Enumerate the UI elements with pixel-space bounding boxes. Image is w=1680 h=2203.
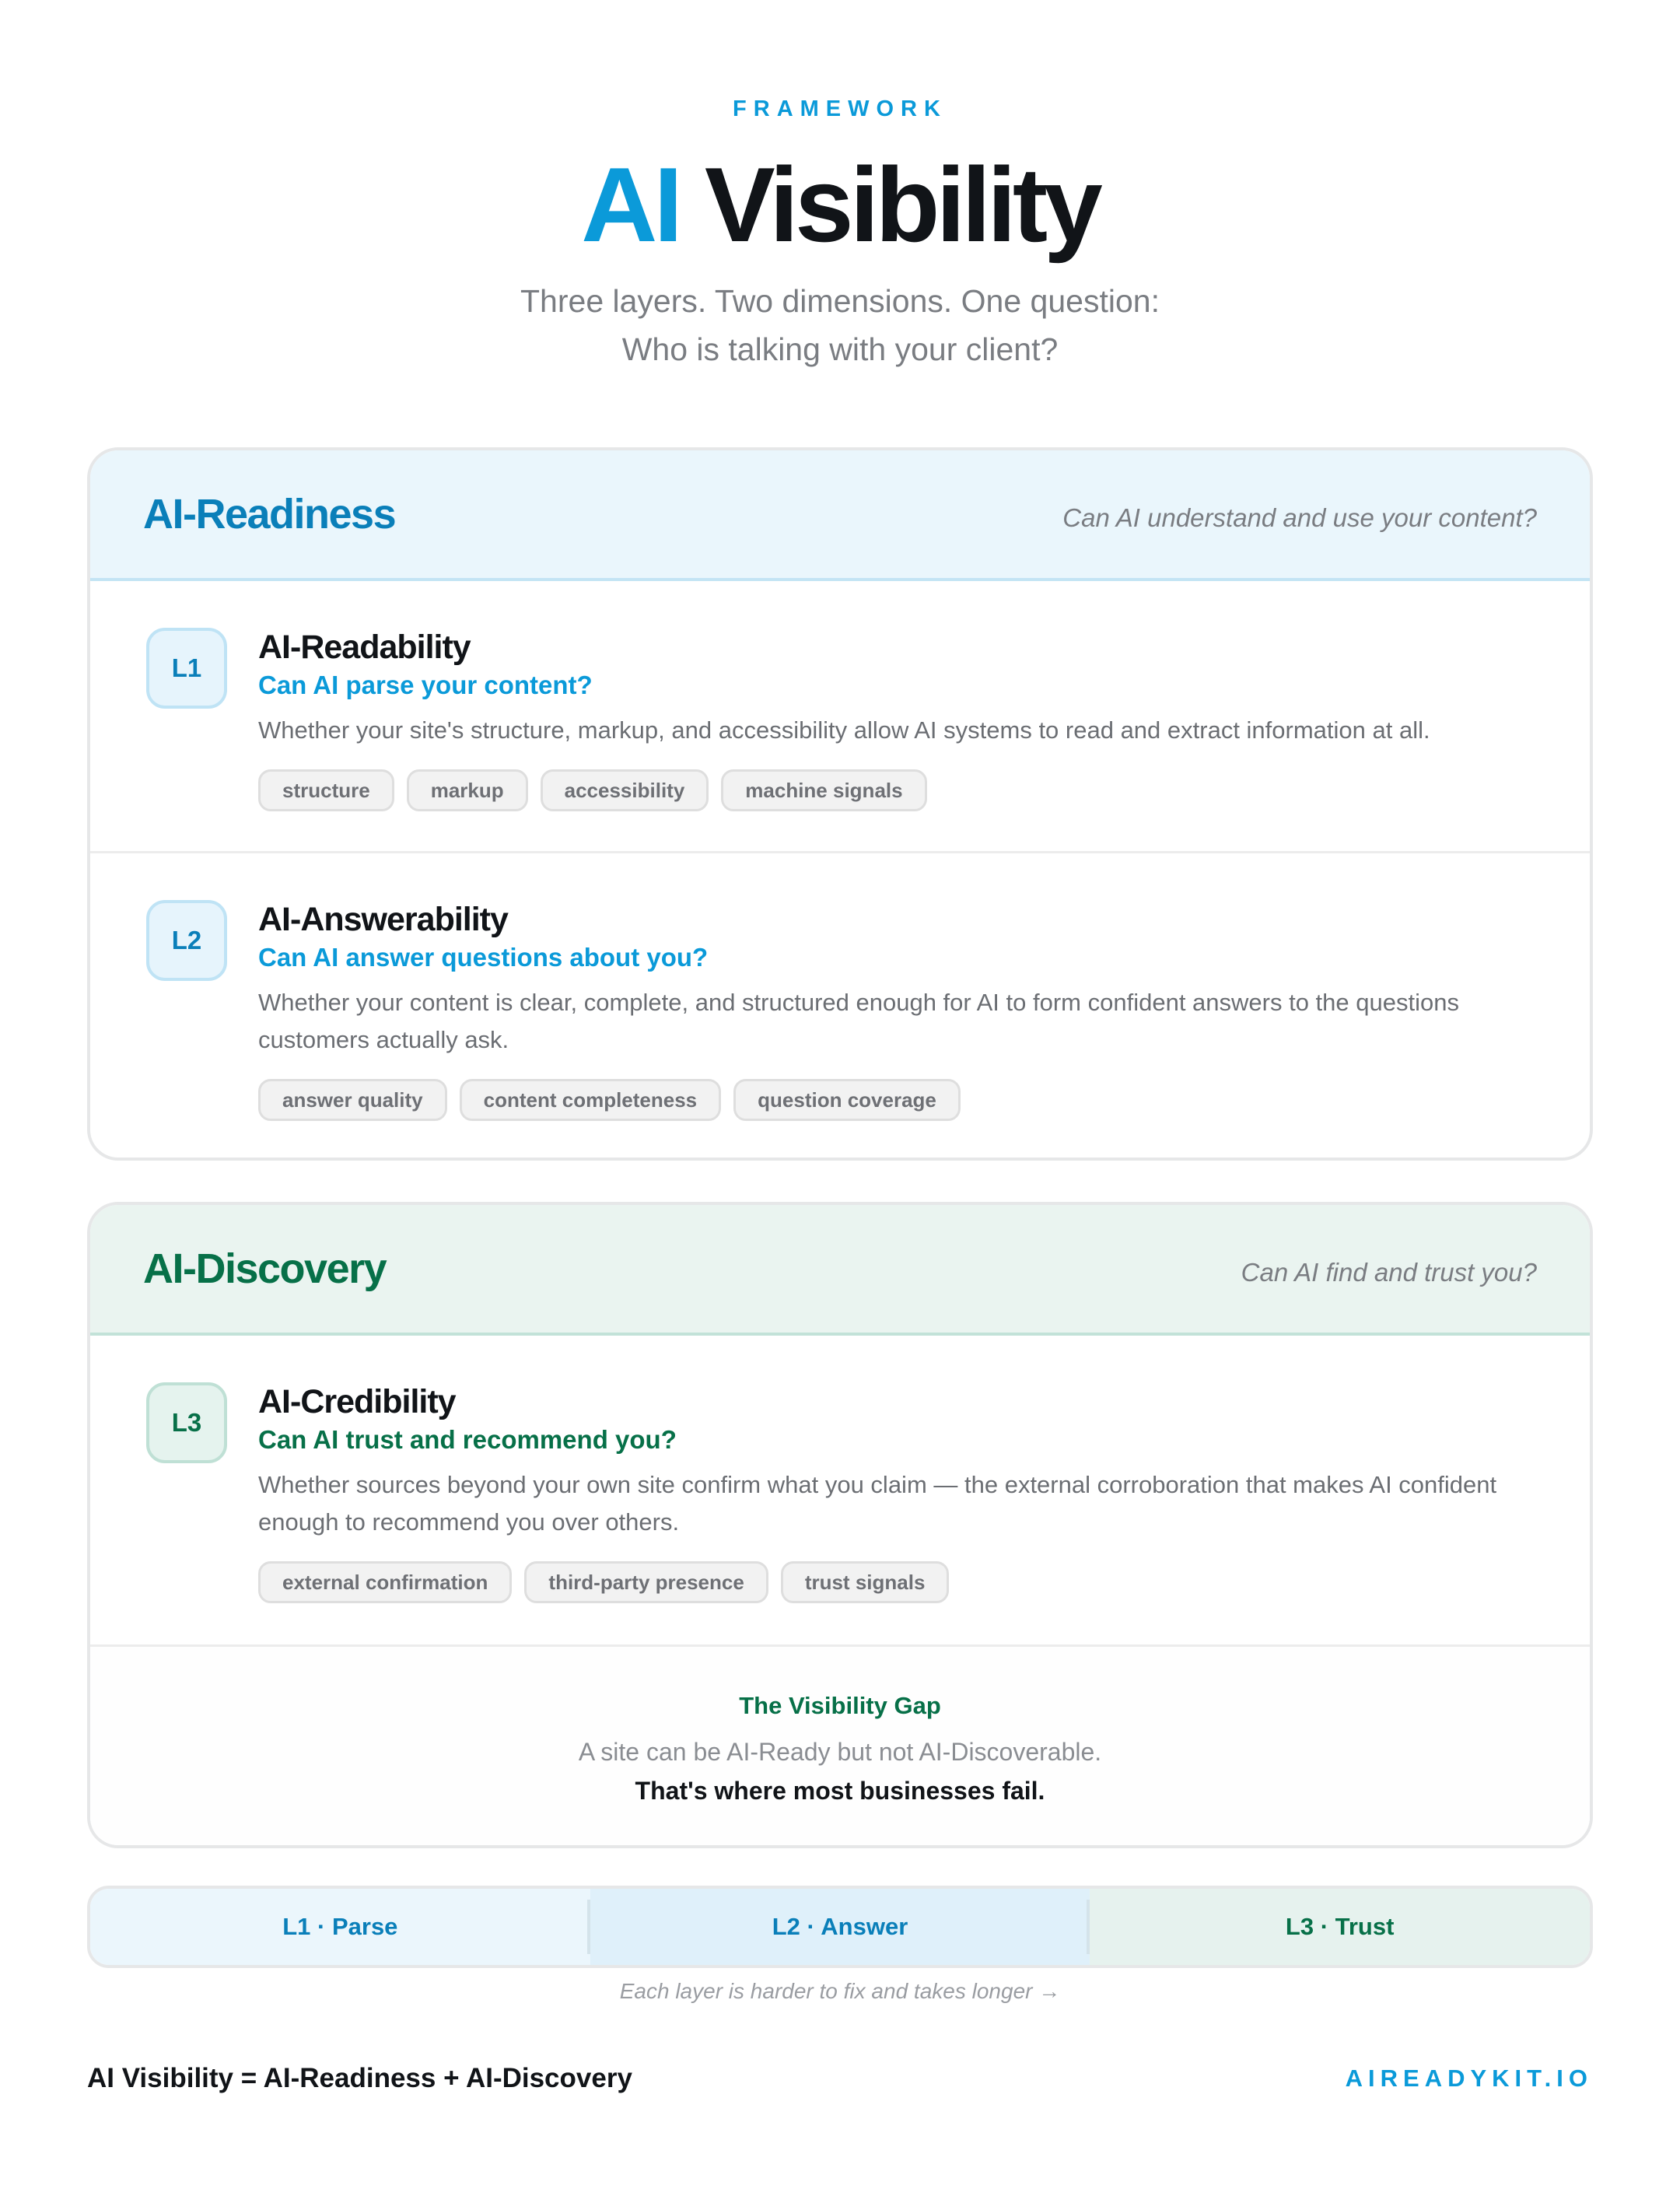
- dimension-header: [90, 1205, 1590, 1336]
- tag: machine signals: [721, 769, 926, 811]
- tag: markup: [407, 769, 528, 811]
- layer-description: Whether sources beyond your own site confirm what you claim — the external corroboration that makes AI confident enough to recommend you over others.: [258, 1471, 1497, 1536]
- layer-question: Can AI trust and recommend you?: [258, 1425, 677, 1454]
- layer-title: AI-Readability: [258, 629, 471, 666]
- dimension-title: AI-Discovery: [143, 1245, 387, 1292]
- tag: structure: [258, 769, 394, 811]
- page-title: [0, 146, 1680, 263]
- tag-list: [258, 1561, 1537, 1603]
- eyebrow-label: FRAMEWORK: [733, 96, 947, 121]
- tag: accessibility: [541, 769, 709, 811]
- layer-l1: [90, 581, 1590, 853]
- layer-description: Whether your site's structure, markup, and accessibility allow AI systems to read and extract information at all.: [258, 716, 1430, 744]
- dimension-question: Can AI understand and use your content?: [1062, 503, 1537, 532]
- tag-list: [258, 1079, 1537, 1121]
- layer-segment-l1: L1 · Parse: [90, 1889, 590, 1965]
- gap-emphasis: That's where most businesses fail.: [635, 1777, 1045, 1805]
- layer-segment-l3: L3 · Trust: [1090, 1889, 1590, 1965]
- tag-list: [258, 769, 1537, 811]
- layer-badge-l2: L2: [146, 900, 227, 981]
- dimension-card-ai-discovery: [87, 1202, 1593, 1848]
- layer-question: Can AI parse your content?: [258, 671, 593, 699]
- gap-title: The Visibility Gap: [739, 1692, 941, 1719]
- layer-badge-l1: L1: [146, 628, 227, 709]
- layer-question: Can AI answer questions about you?: [258, 943, 709, 972]
- tag: question coverage: [733, 1079, 961, 1121]
- layer-badge-l3: L3: [146, 1382, 227, 1463]
- layer-segment-l2: L2 · Answer: [590, 1889, 1090, 1965]
- footer-brand: AIREADYKIT.IO: [1345, 2065, 1593, 2092]
- layer-title: AI-Credibility: [258, 1383, 456, 1420]
- subtitle: [0, 277, 1680, 373]
- subtitle-line-2: Who is talking with your client?: [621, 331, 1059, 367]
- title-rest: Visibility: [704, 145, 1099, 264]
- dimension-header: [90, 450, 1590, 581]
- tag: trust signals: [781, 1561, 950, 1603]
- tag: external confirmation: [258, 1561, 512, 1603]
- visibility-gap-callout: [90, 1647, 1590, 1846]
- layer-description: Whether your content is clear, complete, and structured enough for AI to form confident answers to the questions customers actually ask.: [258, 989, 1459, 1053]
- layer-bar-footnote: Each layer is harder to fix and takes longer →: [619, 1979, 1061, 2003]
- tag: answer quality: [258, 1079, 447, 1121]
- title-accent: AI: [581, 145, 680, 264]
- layer-progression-bar: [87, 1886, 1593, 1968]
- layer-title: AI-Answerability: [258, 901, 508, 938]
- dimension-title: AI-Readiness: [143, 491, 396, 538]
- tag: third-party presence: [524, 1561, 768, 1603]
- footer-formula: AI Visibility = AI-Readiness + AI-Discovery: [87, 2063, 632, 2093]
- layer-l3: [90, 1336, 1590, 1647]
- layer-l2: [90, 853, 1590, 1161]
- tag: content completeness: [460, 1079, 722, 1121]
- dimension-question: Can AI find and trust you?: [1241, 1258, 1537, 1287]
- dimension-card-ai-readiness: [87, 447, 1593, 1161]
- subtitle-line-1: Three layers. Two dimensions. One question:: [520, 283, 1160, 319]
- gap-statement: A site can be AI-Ready but not AI-Discoverable.: [578, 1738, 1102, 1766]
